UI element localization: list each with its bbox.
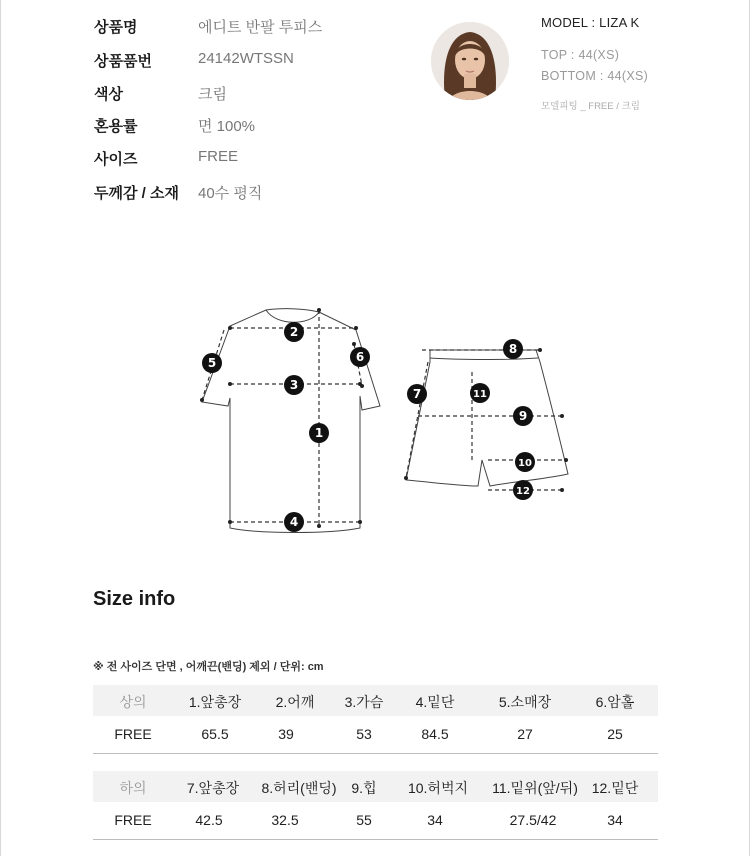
shorts-outline <box>406 350 568 486</box>
svg-text:6: 6 <box>355 350 365 364</box>
table-divider <box>93 753 658 754</box>
svg-text:9: 9 <box>518 409 528 423</box>
table-cell: 53 <box>356 726 372 742</box>
size-info-title: Size info <box>93 588 176 610</box>
table-cell: 39 <box>278 726 294 742</box>
marker-9 <box>513 406 533 426</box>
spec-label: 상품명 <box>94 19 138 36</box>
marker-11 <box>470 383 490 403</box>
spec-label: 상품품번 <box>94 53 152 70</box>
spec-label: 두께감 / 소재 <box>94 185 179 202</box>
table-header-cell: 6.암홀 <box>595 694 635 710</box>
table-header-cell: 3.가슴 <box>344 694 384 710</box>
marker-3 <box>284 375 304 395</box>
svg-text:4: 4 <box>289 515 299 529</box>
table-header-cell: 8.허리(밴딩) <box>261 780 337 796</box>
spec-value: 크림 <box>198 86 227 103</box>
svg-text:8: 8 <box>508 342 518 356</box>
spec-value: 에디트 반팔 투피스 <box>198 19 323 36</box>
model-fitting: 모델피팅 _ FREE / 크림 <box>541 101 640 112</box>
svg-text:3: 3 <box>289 378 299 392</box>
svg-text:2: 2 <box>289 325 299 339</box>
model-avatar <box>431 22 509 100</box>
spec-label: 혼용률 <box>94 118 138 135</box>
spec-value: 면 100% <box>198 118 256 135</box>
svg-text:1: 1 <box>314 426 324 440</box>
marker-4 <box>284 512 304 532</box>
table-header-cell: 상의 <box>119 694 147 710</box>
marker-1 <box>309 423 329 443</box>
table-header-cell: 9.힙 <box>351 780 377 796</box>
table-cell: 65.5 <box>201 726 229 742</box>
table-cell: 27.5/42 <box>509 812 557 828</box>
model-bottom-size: BOTTOM : 44(XS) <box>541 69 649 83</box>
marker-10 <box>515 452 535 472</box>
table-cell: 34 <box>607 812 623 828</box>
spec-value: 24142WTSSN <box>198 50 294 67</box>
marker-2 <box>284 322 304 342</box>
model-top-size: TOP : 44(XS) <box>541 48 620 62</box>
table-header-cell: 10.허벅지 <box>407 780 469 796</box>
marker-5 <box>202 353 222 373</box>
svg-text:10: 10 <box>518 458 532 469</box>
table-header-cell: 1.앞총장 <box>188 694 242 710</box>
svg-text:7: 7 <box>412 387 422 401</box>
marker-12 <box>513 480 533 500</box>
table-cell: 34 <box>427 812 443 828</box>
spec-label: 색상 <box>94 86 123 103</box>
marker-6 <box>350 347 370 367</box>
table-cell: 84.5 <box>421 726 449 742</box>
table-header-cell: 12.밑단 <box>591 780 639 796</box>
marker-8 <box>503 339 523 359</box>
table-header-cell: 4.밑단 <box>415 694 455 710</box>
table-header-cell: 2.어깨 <box>275 694 315 710</box>
model-name: MODEL : LIZA K <box>541 15 640 30</box>
table-cell: 32.5 <box>271 812 299 828</box>
table-divider <box>93 839 658 840</box>
table-cell: 55 <box>356 812 372 828</box>
table-cell: 27 <box>517 726 533 742</box>
spec-value: 40수 평직 <box>198 185 263 202</box>
marker-7 <box>407 384 427 404</box>
left-border <box>0 0 1 856</box>
svg-text:5: 5 <box>207 356 217 370</box>
table-header-cell: 하의 <box>119 780 147 796</box>
svg-text:11: 11 <box>473 389 487 400</box>
table-cell: 42.5 <box>195 812 223 828</box>
svg-text:12: 12 <box>516 486 530 497</box>
spec-value: FREE <box>198 148 239 165</box>
table-header-cell: 7.앞총장 <box>186 780 240 796</box>
size-info-note: ※ 전 사이즈 단면 , 어깨끈(밴딩) 제외 / 단위: cm <box>93 661 324 673</box>
measurement-diagram <box>190 300 580 540</box>
table-header-cell: 5.소매장 <box>498 694 552 710</box>
table-cell: FREE <box>114 812 152 828</box>
table-cell: FREE <box>114 726 152 742</box>
spec-label: 사이즈 <box>94 151 138 168</box>
table-cell: 25 <box>607 726 623 742</box>
table-header-cell: 11.밑위(앞/뒤) <box>492 780 578 796</box>
